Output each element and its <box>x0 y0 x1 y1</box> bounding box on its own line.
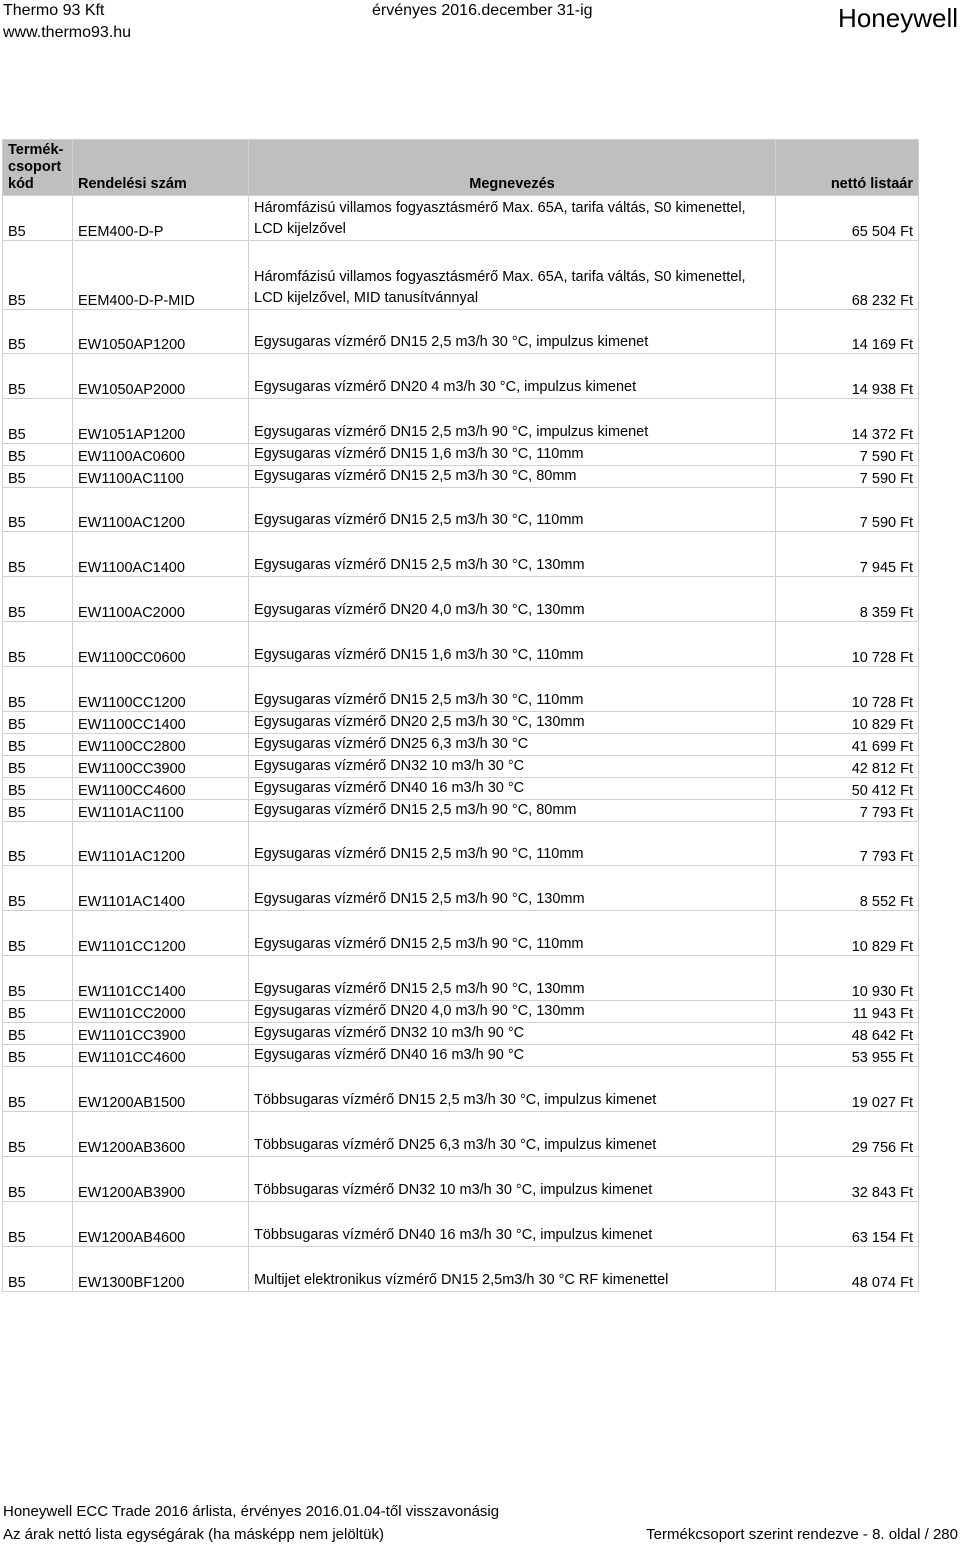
cell-description: Egysugaras vízmérő DN20 4,0 m3/h 30 °C, 130mm <box>249 577 776 622</box>
cell-order-code: EW1100AC1200 <box>73 488 249 532</box>
cell-order-code: EW1100CC4600 <box>73 778 249 800</box>
cell-group: B5 <box>3 1001 73 1023</box>
cell-description: Egysugaras vízmérő DN15 1,6 m3/h 30 °C, 110mm <box>249 622 776 667</box>
cell-price: 32 843 Ft <box>776 1157 919 1202</box>
cell-order-code: EW1101AC1100 <box>73 800 249 822</box>
cell-group: B5 <box>3 1247 73 1292</box>
table-row <box>3 734 919 756</box>
cell-price: 7 793 Ft <box>776 800 919 822</box>
cell-group: B5 <box>3 622 73 667</box>
cell-description: Egysugaras vízmérő DN40 16 m3/h 90 °C <box>249 1045 776 1067</box>
cell-price: 48 642 Ft <box>776 1023 919 1045</box>
cell-group: B5 <box>3 1045 73 1067</box>
cell-price: 8 552 Ft <box>776 866 919 911</box>
table-row <box>3 911 919 956</box>
cell-order-code: EEM400-D-P-MID <box>73 241 249 310</box>
table-row <box>3 756 919 778</box>
header-validity: érvényes 2016.december 31-ig <box>372 2 593 19</box>
cell-group: B5 <box>3 532 73 577</box>
column-header-code: Rendelési szám <box>73 140 249 196</box>
cell-price: 50 412 Ft <box>776 778 919 800</box>
cell-description: Egysugaras vízmérő DN25 6,3 m3/h 30 °C <box>249 734 776 756</box>
cell-order-code: EW1101AC1400 <box>73 866 249 911</box>
cell-description: Egysugaras vízmérő DN15 2,5 m3/h 30 °C, 130mm <box>249 532 776 577</box>
cell-group: B5 <box>3 956 73 1001</box>
cell-description: Többsugaras vízmérő DN40 16 m3/h 30 °C, impulzus kimenet <box>249 1202 776 1247</box>
cell-order-code: EW1101CC4600 <box>73 1045 249 1067</box>
cell-group: B5 <box>3 1112 73 1157</box>
cell-group: B5 <box>3 466 73 488</box>
cell-group: B5 <box>3 1023 73 1045</box>
table-row <box>3 488 919 532</box>
cell-description: Egysugaras vízmérő DN20 4 m3/h 30 °C, impulzus kimenet <box>249 354 776 399</box>
cell-order-code: EW1100AC0600 <box>73 444 249 466</box>
cell-price: 10 728 Ft <box>776 667 919 712</box>
cell-order-code: EW1100CC0600 <box>73 622 249 667</box>
cell-description: Többsugaras vízmérő DN32 10 m3/h 30 °C, impulzus kimenet <box>249 1157 776 1202</box>
cell-order-code: EW1100CC3900 <box>73 756 249 778</box>
cell-order-code: EW1101CC3900 <box>73 1023 249 1045</box>
table-row <box>3 466 919 488</box>
cell-description: Egysugaras vízmérő DN15 2,5 m3/h 90 °C, 80mm <box>249 800 776 822</box>
table-row <box>3 1023 919 1045</box>
cell-group: B5 <box>3 196 73 241</box>
table-row <box>3 577 919 622</box>
cell-description: Egysugaras vízmérő DN15 2,5 m3/h 90 °C, 130mm <box>249 866 776 911</box>
cell-group: B5 <box>3 577 73 622</box>
cell-price: 53 955 Ft <box>776 1045 919 1067</box>
cell-group: B5 <box>3 488 73 532</box>
cell-description: Egysugaras vízmérő DN15 2,5 m3/h 30 °C, 110mm <box>249 488 776 532</box>
table-row <box>3 622 919 667</box>
cell-description: Egysugaras vízmérő DN20 4,0 m3/h 90 °C, 130mm <box>249 1001 776 1023</box>
cell-description: Egysugaras vízmérő DN40 16 m3/h 30 °C <box>249 778 776 800</box>
cell-price: 14 938 Ft <box>776 354 919 399</box>
header-company <box>3 0 131 44</box>
cell-group: B5 <box>3 1202 73 1247</box>
table-row <box>3 196 919 241</box>
cell-order-code: EW1101CC1200 <box>73 911 249 956</box>
cell-group: B5 <box>3 712 73 734</box>
cell-price: 19 027 Ft <box>776 1067 919 1112</box>
cell-group: B5 <box>3 354 73 399</box>
cell-description: Egysugaras vízmérő DN15 1,6 m3/h 30 °C, 110mm <box>249 444 776 466</box>
cell-description: Többsugaras vízmérő DN15 2,5 m3/h 30 °C, impulzus kimenet <box>249 1067 776 1112</box>
table-row <box>3 1045 919 1067</box>
cell-order-code: EW1100AC1400 <box>73 532 249 577</box>
cell-order-code: EW1200AB4600 <box>73 1202 249 1247</box>
cell-price: 11 943 Ft <box>776 1001 919 1023</box>
cell-price: 14 372 Ft <box>776 399 919 444</box>
cell-description: Háromfázisú villamos fogyasztásmérő Max. 65A, tarifa váltás, S0 kimenettel, LCD kijelzővel <box>249 196 776 241</box>
table-row <box>3 241 919 310</box>
cell-description: Egysugaras vízmérő DN32 10 m3/h 30 °C <box>249 756 776 778</box>
cell-price: 7 590 Ft <box>776 444 919 466</box>
cell-price: 68 232 Ft <box>776 241 919 310</box>
cell-price: 14 169 Ft <box>776 310 919 354</box>
cell-order-code: EW1050AP2000 <box>73 354 249 399</box>
cell-price: 7 945 Ft <box>776 532 919 577</box>
cell-price: 42 812 Ft <box>776 756 919 778</box>
cell-price: 10 930 Ft <box>776 956 919 1001</box>
table-body <box>3 196 919 1292</box>
table-row <box>3 1202 919 1247</box>
cell-group: B5 <box>3 399 73 444</box>
cell-order-code: EW1100CC1400 <box>73 712 249 734</box>
cell-price: 65 504 Ft <box>776 196 919 241</box>
table-row <box>3 800 919 822</box>
cell-order-code: EEM400-D-P <box>73 196 249 241</box>
table-row <box>3 310 919 354</box>
cell-order-code: EW1200AB1500 <box>73 1067 249 1112</box>
cell-description: Egysugaras vízmérő DN15 2,5 m3/h 30 °C, 110mm <box>249 667 776 712</box>
cell-order-code: EW1300BF1200 <box>73 1247 249 1292</box>
cell-description: Háromfázisú villamos fogyasztásmérő Max. 65A, tarifa váltás, S0 kimenettel, LCD kijelzővel, MID tanusítvánnyal <box>249 241 776 310</box>
cell-price: 48 074 Ft <box>776 1247 919 1292</box>
footer-net-price-note: Az árak nettó lista egységárak (ha másképp nem jelöltük) <box>3 1526 385 1543</box>
cell-price: 10 829 Ft <box>776 712 919 734</box>
footer-pricelist-note: Honeywell ECC Trade 2016 árlista, érvényes 2016.01.04-től visszavonásig <box>3 1503 500 1520</box>
cell-order-code: EW1100CC1200 <box>73 667 249 712</box>
table-row <box>3 532 919 577</box>
cell-group: B5 <box>3 241 73 310</box>
column-header-price: nettó listaár <box>776 140 919 196</box>
cell-order-code: EW1200AB3600 <box>73 1112 249 1157</box>
cell-price: 7 590 Ft <box>776 466 919 488</box>
cell-order-code: EW1050AP1200 <box>73 310 249 354</box>
cell-price: 7 793 Ft <box>776 822 919 866</box>
cell-order-code: EW1101CC2000 <box>73 1001 249 1023</box>
cell-group: B5 <box>3 756 73 778</box>
cell-description: Egysugaras vízmérő DN15 2,5 m3/h 90 °C, 110mm <box>249 911 776 956</box>
table-row <box>3 1067 919 1112</box>
cell-group: B5 <box>3 734 73 756</box>
cell-description: Egysugaras vízmérő DN15 2,5 m3/h 90 °C, 110mm <box>249 822 776 866</box>
table-row <box>3 1001 919 1023</box>
cell-description: Egysugaras vízmérő DN15 2,5 m3/h 90 °C, 130mm <box>249 956 776 1001</box>
cell-group: B5 <box>3 444 73 466</box>
cell-order-code: EW1100AC1100 <box>73 466 249 488</box>
table-row <box>3 1247 919 1292</box>
cell-description: Multijet elektronikus vízmérő DN15 2,5m3/h 30 °C RF kimenettel <box>249 1247 776 1292</box>
column-header-description: Megnevezés <box>249 140 776 196</box>
cell-price: 7 590 Ft <box>776 488 919 532</box>
column-header-group: Termék- csoport kód <box>3 140 73 196</box>
cell-group: B5 <box>3 800 73 822</box>
cell-price: 8 359 Ft <box>776 577 919 622</box>
cell-price: 10 829 Ft <box>776 911 919 956</box>
cell-order-code: EW1101AC1200 <box>73 822 249 866</box>
cell-order-code: EW1100AC2000 <box>73 577 249 622</box>
brand-logo: Honeywell <box>838 3 958 33</box>
cell-price: 29 756 Ft <box>776 1112 919 1157</box>
table-row <box>3 956 919 1001</box>
table-row <box>3 354 919 399</box>
cell-description: Egysugaras vízmérő DN15 2,5 m3/h 90 °C, impulzus kimenet <box>249 399 776 444</box>
cell-order-code: EW1200AB3900 <box>73 1157 249 1202</box>
footer-page-info: Termékcsoport szerint rendezve - 8. oldal / 280 <box>646 1526 958 1543</box>
cell-description: Egysugaras vízmérő DN15 2,5 m3/h 30 °C, 80mm <box>249 466 776 488</box>
cell-description: Egysugaras vízmérő DN32 10 m3/h 90 °C <box>249 1023 776 1045</box>
table-row <box>3 1157 919 1202</box>
cell-group: B5 <box>3 911 73 956</box>
cell-description: Egysugaras vízmérő DN20 2,5 m3/h 30 °C, 130mm <box>249 712 776 734</box>
table-row <box>3 667 919 712</box>
table-row <box>3 399 919 444</box>
company-name: Thermo 93 Kft <box>3 2 105 19</box>
company-website[interactable]: www.thermo93.hu <box>3 24 132 41</box>
table-row <box>3 866 919 911</box>
cell-group: B5 <box>3 778 73 800</box>
cell-group: B5 <box>3 822 73 866</box>
cell-price: 10 728 Ft <box>776 622 919 667</box>
cell-price: 41 699 Ft <box>776 734 919 756</box>
cell-order-code: EW1100CC2800 <box>73 734 249 756</box>
table-row <box>3 1112 919 1157</box>
table-row <box>3 778 919 800</box>
cell-group: B5 <box>3 866 73 911</box>
table-header-row <box>3 140 919 196</box>
cell-order-code: EW1101CC1400 <box>73 956 249 1001</box>
table-row <box>3 444 919 466</box>
table-row <box>3 712 919 734</box>
cell-price: 63 154 Ft <box>776 1202 919 1247</box>
cell-description: Egysugaras vízmérő DN15 2,5 m3/h 30 °C, impulzus kimenet <box>249 310 776 354</box>
cell-group: B5 <box>3 667 73 712</box>
cell-order-code: EW1051AP1200 <box>73 399 249 444</box>
price-table <box>2 139 919 1292</box>
cell-description: Többsugaras vízmérő DN25 6,3 m3/h 30 °C, impulzus kimenet <box>249 1112 776 1157</box>
cell-group: B5 <box>3 1067 73 1112</box>
cell-group: B5 <box>3 1157 73 1202</box>
cell-group: B5 <box>3 310 73 354</box>
table-row <box>3 822 919 866</box>
